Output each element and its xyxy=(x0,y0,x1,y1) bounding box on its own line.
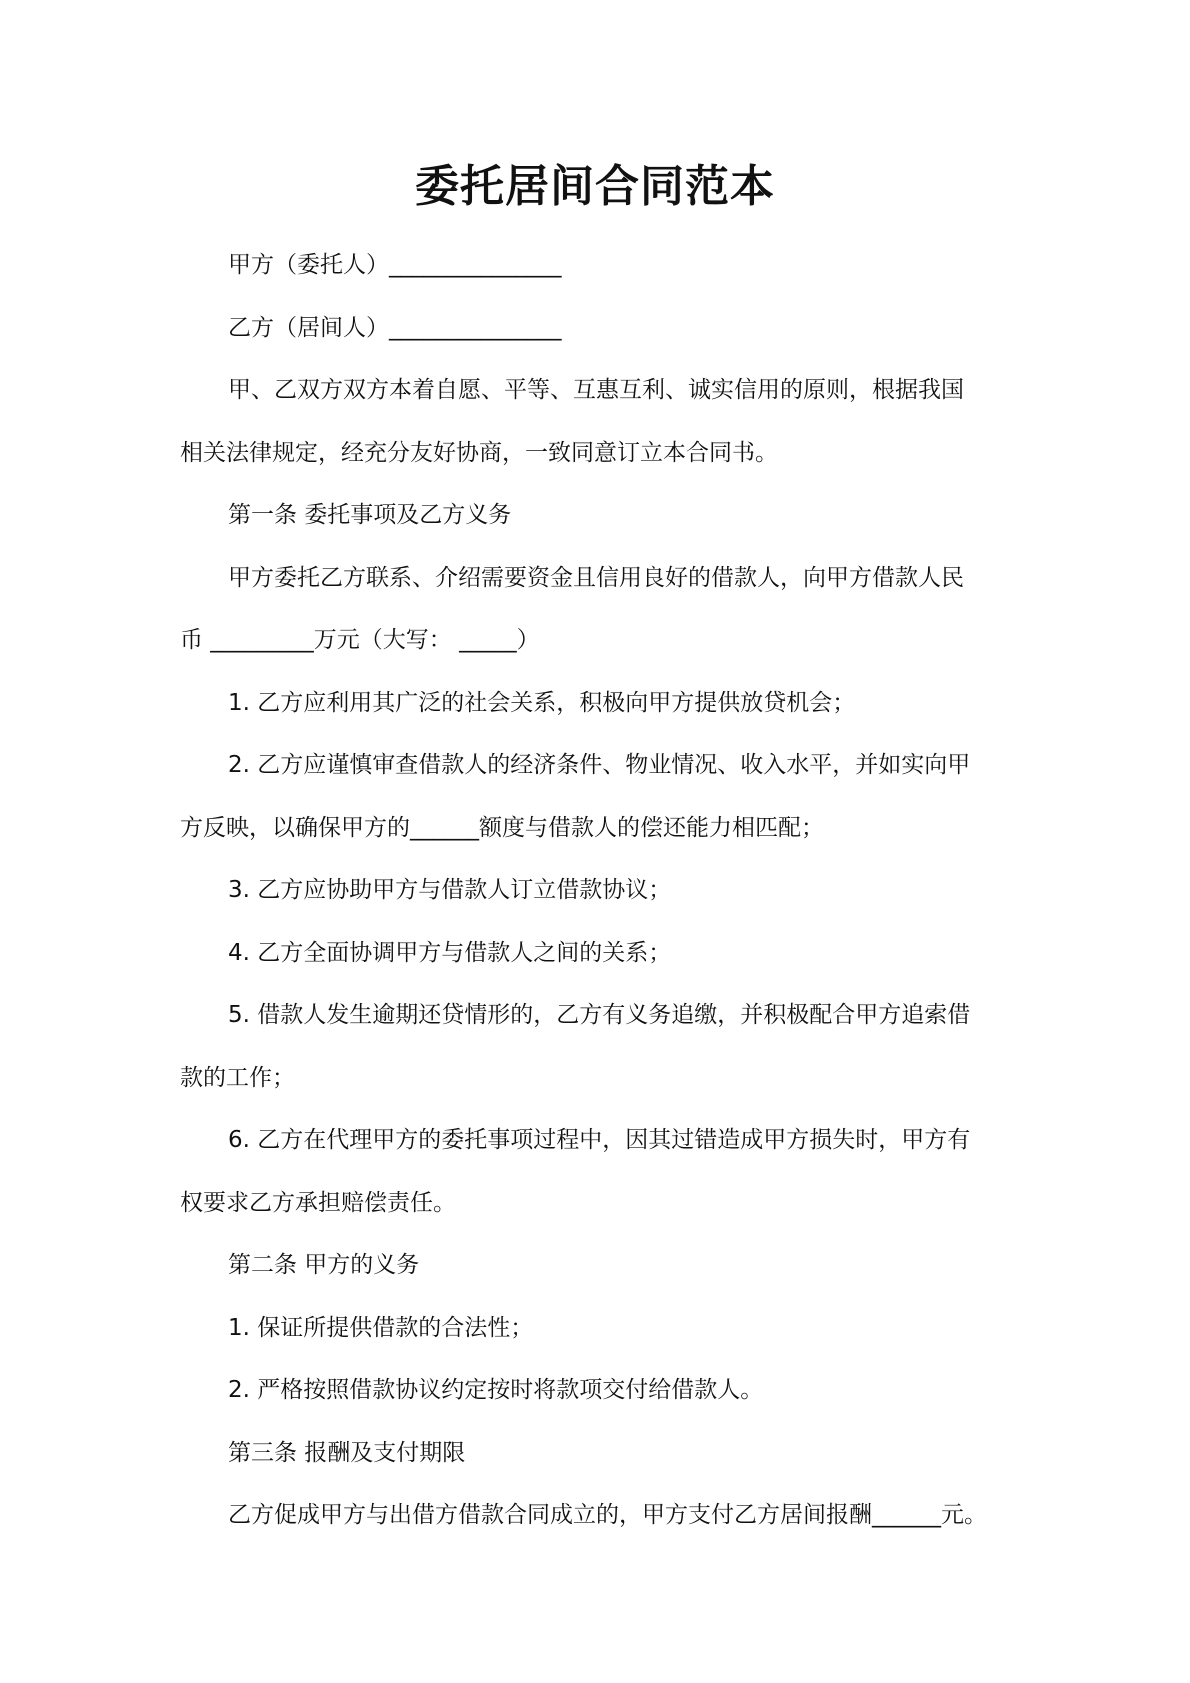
clause-1-5-line-2: 款的工作； xyxy=(180,1064,295,1091)
party-a-line: 甲方（委托人）_______________ xyxy=(228,252,562,278)
intro-line-2: 相关法律规定，经充分友好协商，一致同意订立本合同书。 xyxy=(180,439,778,466)
intro-line-1: 甲、乙双方双方本着自愿、平等、互惠互利、诚实信用的原则，根据我国 xyxy=(228,377,964,403)
article-1-body-line-2: 币 _________万元（大写： _____） xyxy=(180,627,540,653)
document-title: 委托居间合同范本 xyxy=(415,161,775,212)
clause-1-2-line-1: 2. 乙方应谨慎审查借款人的经济条件、物业情况、收入水平，并如实向甲 xyxy=(228,752,971,778)
article-3-heading: 第三条 报酬及支付期限 xyxy=(228,1439,466,1466)
article-2-heading: 第二条 甲方的义务 xyxy=(228,1252,420,1278)
clause-1-4: 4. 乙方全面协调甲方与借款人之间的关系； xyxy=(228,939,672,966)
clause-2-1: 1. 保证所提供借款的合法性； xyxy=(228,1314,534,1341)
party-b-line: 乙方（居间人）_______________ xyxy=(228,314,562,341)
article-1-heading: 第一条 委托事项及乙方义务 xyxy=(228,502,512,528)
clause-1-1: 1. 乙方应利用其广泛的社会关系，积极向甲方提供放贷机会； xyxy=(228,689,856,716)
clause-1-3: 3. 乙方应协助甲方与借款人订立借款协议； xyxy=(228,877,672,903)
clause-1-6-line-2: 权要求乙方承担赔偿责任。 xyxy=(180,1189,456,1216)
clause-1-6-line-1: 6. 乙方在代理甲方的委托事项过程中，因其过错造成甲方损失时，甲方有 xyxy=(228,1127,971,1153)
article-3-body: 乙方促成甲方与出借方借款合同成立的，甲方支付乙方居间报酬______元。 xyxy=(228,1502,987,1528)
article-1-body-line-1: 甲方委托乙方联系、介绍需要资金且信用良好的借款人，向甲方借款人民 xyxy=(228,564,964,591)
clause-1-5-line-1: 5. 借款人发生逾期还贷情形的，乙方有义务追缴，并积极配合甲方追索借 xyxy=(228,1002,971,1028)
clause-2-2: 2. 严格按照借款协议约定按时将款项交付给借款人。 xyxy=(228,1377,764,1403)
clause-1-2-line-2: 方反映，以确保甲方的______额度与借款人的偿还能力相匹配； xyxy=(180,814,824,841)
